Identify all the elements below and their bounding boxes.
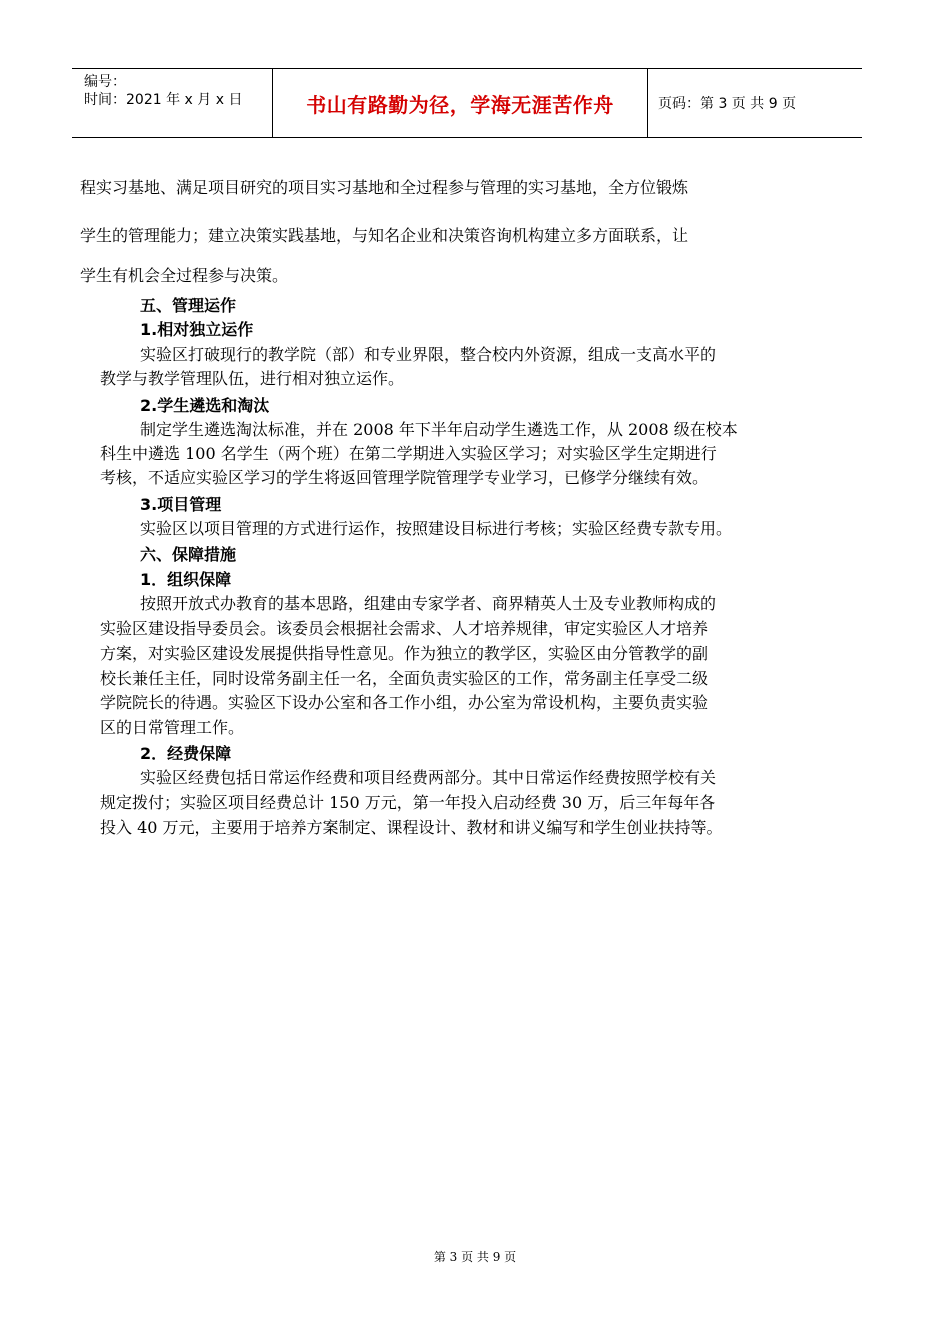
paragraph-line: 校长兼任主任，同时设常务副主任一名，全面负责实验区的工作，常务副主任享受二级 [100,669,709,688]
paragraph-line: 方案，对实验区建设发展提供指导性意见。作为独立的教学区，实验区由分管教学的副 [100,644,709,663]
date-label: 时间：2021 年 x 月 x 日 [84,92,243,108]
header-page-label: 页码：第 3 页 共 9 页 [658,96,797,112]
paragraph-line: 制定学生遴选淘汰标准，并在 2008 年下半年启动学生遴选工作，从 2008 级在校本 [140,420,738,439]
paragraph-line: 按照开放式办教育的基本思路，组建由专家学者、商界精英人士及专业教师构成的 [140,594,717,613]
paragraph-line: 程实习基地、满足项目研究的项目实习基地和全过程参与管理的实习基地，全方位锻炼 [80,178,689,197]
paragraph-line: 实验区经费包括日常运作经费和项目经费两部分。其中日常运作经费按照学校有关 [140,768,717,787]
paragraph-line: 实验区建设指导委员会。该委员会根据社会需求、人才培养规律，审定实验区人才培养 [100,619,709,638]
subsection-heading: 2．经费保障 [140,744,232,763]
paragraph-line: 学生的管理能力；建立决策实践基地，与知名企业和决策咨询机构建立多方面联系，让 [80,226,689,245]
header-meta [72,69,272,137]
section-heading: 六、保障措施 [140,545,237,564]
subsection-heading: 1．组织保障 [140,570,232,589]
paragraph-line: 实验区打破现行的教学院（部）和专业界限，整合校内外资源，组成一支高水平的 [140,345,717,364]
paragraph-line: 规定拨付；实验区项目经费总计 150 万元，第一年投入启动经费 30 万，后三年每年各 [100,793,716,812]
header-motto: 书山有路勤为径，学海无涯苦作舟 [272,69,648,137]
paragraph-line: 科生中遴选 100 名学生（两个班）在第二学期进入实验区学习；对实验区学生定期进行 [100,444,717,463]
page-header [72,68,862,138]
paragraph-line: 投入 40 万元，主要用于培养方案制定、课程设计、教材和讲义编写和学生创业扶持等。 [100,818,723,837]
subsection-heading: 2.学生遴选和淘汰 [140,396,270,415]
subsection-heading: 3.项目管理 [140,495,222,514]
number-label: 编号： [84,74,126,90]
paragraph-line: 考核，不适应实验区学习的学生将返回管理学院管理学专业学习，已修学分继续有效。 [100,468,709,487]
paragraph-line: 学生有机会全过程参与决策。 [80,266,289,285]
paragraph-line: 学院院长的待遇。实验区下设办公室和各工作小组，办公室为常设机构，主要负责实验 [100,693,709,712]
paragraph-line: 实验区以项目管理的方式进行运作，按照建设目标进行考核；实验区经费专款专用。 [140,519,733,538]
section-heading: 五、管理运作 [140,296,237,315]
paragraph-line: 教学与教学管理队伍，进行相对独立运作。 [100,369,405,388]
subsection-heading: 1.相对独立运作 [140,320,254,339]
page-footer: 第 3 页 共 9 页 [433,1250,517,1264]
paragraph-line: 区的日常管理工作。 [100,718,245,737]
